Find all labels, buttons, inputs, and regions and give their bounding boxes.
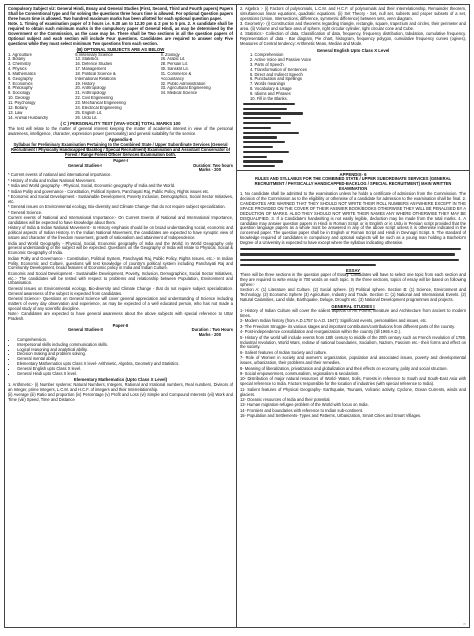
gs1-topic: 8- Meaning of liberalization, privatization and globalization and their effects on economy, polity and social structure. xyxy=(240,365,448,371)
english-item: 10. Fill in the Blanks. xyxy=(250,95,288,101)
paper2-title: Paper-II xyxy=(112,322,129,328)
english-item: 8. Vocabulary & Usage xyxy=(250,86,292,92)
paper2-name: General Studies-II xyxy=(68,327,103,333)
english-item: 4. Transformation of Sentences xyxy=(250,66,307,72)
gs1-item: * General Science. xyxy=(8,209,43,215)
optional-subject: 31. Commerce & xyxy=(160,71,192,76)
rules-text: 1. No candidate shall be admitted to the examination unless he holds a certificate of admission from the Commission. The decision of the Commission as to the eligibility or otherwise of a candidate for admission to the examination shall be final. 2. CANDIDATES ARE WARNED THAT THEY SHOULD NOT WRITE THEIR ROLL NUMBERS ANYWHERE EXCEPT IN THE SPACE PROVIDED ON THE COVER OF THEIR ANSWER BOOK/BOOKS OTHERWISE THEY WILL BE PENALISED BY A DEDUCTION OF MARKS. ALSO THEY SHOULD NOT WRITE THEIR NAMES ANY WHERE OTHERWISE THEY MAY BE DISQUALIFIED. 3. If a Candidate's handwriting is not easily legible, deduction may be made from the total marks. 4. A candidate may answer question papers in Hindi in Roman Script or in English or in Urdu in Persian script provided that the question language papers as a whole must be answered in any of the above script unless it is otherwise indicated in the concerned paper. The question paper shall be in English or Roman Script and Hindi in Devnagri Script. 5. The standard of knowledge required of candidates in compulsory and optional subjects will be such as a young man holding a Bachelor's Degree of a University is expected to have except where the syllabus indicating otherwise. xyxy=(240,191,466,245)
gs2-item: • Elementary Mathematics upto Class X level- Arithmetic, Algebra, Geometry and Statistics. xyxy=(17,362,233,367)
optional-subject: 20. Anthropology xyxy=(75,86,106,91)
essay-sections: Section A: (1) Literature and Culture. (2) Social sphere. (3) Political sphere. Section B: (1) Science, Environment and Technology. (2) Economic Sphere (3) Agriculture, Industry and Trade. Section C: (1) National and International Events. (2) Natural Calamities, Land slide, Earthquake, Deluge, Drought etc. (3) National Development programmes and projects. xyxy=(240,287,466,303)
gs2-item: • Decision making and problem solving. xyxy=(17,352,233,357)
optional-subject: 9. Zoology xyxy=(160,52,180,57)
elem-math-heading: Elementary Mathematics (Upto Class X Level) xyxy=(73,377,168,383)
gs1-topic: 14- Frontiers and boundaries with reference to Indian sub-continent. xyxy=(240,407,364,413)
optional-subject: 6. Geography xyxy=(8,76,33,81)
intro-paragraph: Compulsory Subject viz: General Hindi, Essay and General Studies (First, Second, Third and Fourth papers) Papers Shall be Conventional type and for solving the questions three hours time is allowed. For optional Question papers three hours time is allowed. Two hundred maximum marks has been allotted for each optional question paper. xyxy=(8,6,233,21)
optional-subject: 2. Botany xyxy=(8,57,26,62)
optional-subject: 34. Medical Science xyxy=(160,91,198,96)
gs1-topic: 2- Modern Indian history (from A.D.1757 to A.D. 1947): Significant events, personalities and issues, etc. xyxy=(240,318,428,324)
econ-text: Economic and Social Development - Sustainable Development, Poverty, Inclusion, Demographics, Social Sector Initiatives, etc.:- The candidates will be tested with respect to problems and relationship between Population, Environment and Urbanisation. xyxy=(8,270,233,286)
statistics-text: 4. Statistics:- Collection of data, Classification of data, frequency, frequency distribution, tabulation, cumulative frequency. Representation of data - Bar diagram, Pie chart, histogram, frequency polygon, cumulative frequency curves (ogives), Measures of Central tendency: Arithmetic Mean, Median and Mode. xyxy=(240,31,466,47)
optional-subject: 11. Psychology xyxy=(8,100,36,105)
optional-subject: 8. Philosophy xyxy=(8,86,33,91)
gs1-topic: 7- Role of Women in society and women's organization, population and associated issues, poverty and developmental issues, urbanization, their problems and their remedies. xyxy=(240,355,466,366)
gs1-item: * Indian Polity and governance - Constitution, Political System, Panchayati Raj, Public Policy, Rights issues etc. xyxy=(8,188,210,194)
current-events: Current events of National and International Importance:- On Current Events of National and International Importance, candidates will be expected to have knowledge about them. xyxy=(8,215,233,225)
optional-subject: 23. Mechanical Engineering xyxy=(75,100,126,105)
gs1-item: * India and World geography - Physical, Social, Economic geography of India and the World. xyxy=(8,183,176,189)
page-mark: ▭ xyxy=(463,622,466,626)
english-item: 7. Words meanings xyxy=(250,81,286,87)
divider-line xyxy=(237,170,469,171)
optional-subjects-grid xyxy=(8,53,233,121)
optional-subject: 1. Agriculture xyxy=(8,52,32,57)
env-text: General Issues on Environmental ecology, Bio-diversity and Climate Change - that do not require subject specialization. General awareness of the subject is expected from candidates. xyxy=(8,285,233,296)
english-item: 9. Idioms and Phrases xyxy=(250,90,291,96)
appendix6-right: APPENDIX- 6 xyxy=(339,171,367,177)
optional-subject: 26. Urdu Lit. xyxy=(75,115,98,120)
optional-subject: 10. Geology xyxy=(8,96,31,101)
gs2-item: • General English upto Class X level. xyxy=(17,367,233,372)
appendix6-title: Appendix-6 xyxy=(108,137,133,143)
optional-subject: 14. Animal Husbandry xyxy=(8,115,49,120)
optional-subject: 26. Arabic Lit. xyxy=(160,57,186,62)
arithmetic-text-2: (ii) Average (iii) Ratio and proportion (iv) Percentage (v) Profit and Loss (vi) Simple and Compound Interests (vii) Work and Time (viii) Speed, Time and Distance xyxy=(8,392,233,402)
english-item: 3. Parts of Speech xyxy=(250,61,284,67)
optional-subject: 33. Agricultural Engineering xyxy=(160,86,211,91)
optional-subject: 3. Chemistry xyxy=(8,62,31,67)
paper1-duration: Duration: Two hours xyxy=(193,162,233,168)
gs1-item: * Current events of national and international importance. xyxy=(8,172,112,178)
paper1-marks: Marks - 200 xyxy=(198,167,221,173)
arithmetic-text: 1. Arithmetic:- (i) Number systems: Natural Numbers, Integers, Rational and Irrational numbers, Real numbers, Divisors of an Integer, prime Integers, L.C.M. and H.C.F. of integers and their Interrelationship. xyxy=(8,381,233,392)
optional-subject: 12. Botany xyxy=(8,105,28,110)
gs1-list xyxy=(8,173,233,215)
science-text: General Science:- Questions on General Science will cover general appreciation and understanding of Science including matters of every day observation and experience, as may be expected of a well educated person, who has not made a special study of any scientific discipline. xyxy=(8,296,233,311)
rules-heading: RULES AND SYLLABUS FOR THE COMBINED STATE / UPPER SUBORDINATE SERVICES (GENERAL RECRUITMENT / PHYSICALLY HANDICAPPED-BACKLOG / SPECIAL RECRUITMENT) MAIN WRITTEN EXAMINATION xyxy=(254,176,452,191)
gs1-topic: 3- The Freedom Struggle- its various stages and important contributors/contributions from different parts of the country. xyxy=(240,323,456,329)
optional-subject: 24. Electrical Engineering xyxy=(75,105,122,110)
optional-subject: 17. Management xyxy=(75,67,106,72)
polity-text: Indian Polity and Governance - Constitution, Political System, Panchayati Raj, Public Policy, Rights Issues, etc.:- In Indian Polity, Economic and Culture, questions will test knowledge of country's political system including Panchayati Raj and Community Development, broad features of Economic policy in India and Indian Culture. xyxy=(8,255,233,271)
personality-heading: ( C ) PERSONALITY TEST (VIVA-VOCE) TOTAL MARKS 100 xyxy=(60,121,181,127)
english-list xyxy=(240,53,466,101)
optional-subject xyxy=(161,116,233,121)
gs1-topic: 13- Human migration-refugee problem of the World with focus on India. xyxy=(240,402,369,408)
paper2-marks: Marks - 200 xyxy=(198,332,221,338)
algebra-text: 2. Algebra :- (i) Factors of polynomials, L.C.M. and H.C.F. of polynomials and their interrelationship, Remainder theorem, simultaneous linear equations, quadratic equations. (ii) Set Theory - Set, null set, subsets and proper subsets of a set, operations (Union, Intersections, difference, symmetric difference) between sets, venn diagram. xyxy=(240,6,466,21)
essay-heading: ESSAY xyxy=(345,267,361,273)
appendix6-heading: Syllabus for Preliminary Examination Pertaining to the Combined State / Upper Subordinate Services (General Recruitment / Physically Handicapped Backlog / Special Recruitment) Examination and Assistant Conservator of Forest / Range Forest Officer Services Examination both. xyxy=(11,141,230,157)
gs2-item: • Interpersonal skills including communication skills. xyxy=(17,343,233,348)
hindi-syllabus-block xyxy=(240,102,466,169)
gs1-item: * General issues on Environmental ecology, Bio-diversity and Climate Change- that do not require subject specialization. xyxy=(8,204,226,210)
left-column xyxy=(5,5,237,627)
gs1-right-list xyxy=(240,309,466,419)
optional-subject: 7. Economics xyxy=(8,81,33,86)
history-text: History of India & Indian National Movement:- In History emphasis should be on broad understanding social, economic and political aspects of Indian History. In the Indian National Movement, the candidates are expected to have synoptic view of nature and character of the freedom movement, growth of nationalism and attainment of Independence. xyxy=(8,225,233,241)
paper2-duration: Duration : Two Hours xyxy=(191,327,233,333)
gs1-topic: 15- Population and Settlements- Types and Patterns, Urbanization, Smart Cities and Smart Villages. xyxy=(240,413,422,419)
geometry-text: 3. Geometry:- (i) Construction and theorems regarding triangle, rectangle, square, trapezium and circles, their perimeter and area. (ii) Volume and surface area of sphere, right circular cylinder, right circular cone and Cube. xyxy=(240,21,466,31)
gs1-topic: 10- Distribution of major natural resources of World- Water, Soils, Forests in reference to South and South-East Asia with special reference to India. Factors responsible for the location of industries (with special reference to India). xyxy=(240,376,466,387)
paper1-title: Paper-I xyxy=(113,157,128,163)
gs2-item: • Logical reasoning and analytical ability. xyxy=(17,348,233,353)
gs2-item: • General Hindi upto Class X level. xyxy=(17,372,233,377)
optional-subject: 13. Law xyxy=(8,110,23,115)
english-item: 2. Active Voice and Passive Voice xyxy=(250,56,312,62)
optional-subject: 16. Defence Studies xyxy=(75,62,113,67)
gs1-topic: 9- Social empowerment, communalism, regionalism & secularism. xyxy=(240,371,360,377)
gs1-item: * Economic and Social Development - Sustainable Development, Poverty Inclusion, Demographics, Social Sector Initiatives, etc. xyxy=(8,193,233,204)
gs1-topic: 11- Salient features of Physical Geography- Earthquake, Tsunami, Volcanic activity, Cyclone, Ocean Currents, winds and glaciers. xyxy=(240,386,466,397)
optional-subject: 5.Veterinary Science xyxy=(75,52,113,57)
optional-subject: 32. Public Administration xyxy=(160,81,206,86)
optional-subject: 28. Persian Lit. xyxy=(160,62,188,67)
optional-subject: 13. Statistics xyxy=(75,57,99,62)
gs2-item: • General mental ability. xyxy=(17,357,233,362)
gs1-topic: 6- Salient features of Indian Society and culture. xyxy=(240,349,328,355)
world-geo-text: India and World Geography - Physical, Social, Economic geography of India and the World: In World Geography only general understanding of the subject will be expected. Questions on the Geography of India will relate to Physical, Social & Economic Geography of India. xyxy=(8,240,233,256)
gs1-topic: 4- Post-independence consolidation and reorganization within the country (till 1965 A.D.). xyxy=(240,329,402,335)
optional-subject: 4. Physics xyxy=(8,67,27,72)
gs1-item: * History of India and Indian National Movement. xyxy=(8,177,96,183)
optional-subject: Accountancy xyxy=(160,76,184,81)
essay-text: There will be three sections in the question paper of Essay. Candidates will have to select one topic from each section and they are required to write essay in 700 words on each topic. In the three sections, topics of essay will be based on following sphere:- xyxy=(240,272,466,287)
optional-heading: (B) OPTIONAL SUBJECTS ARE AS BELOW xyxy=(76,46,165,52)
english-item: 6. Punctuation and Spellings xyxy=(250,76,302,82)
gs1-topic: 1- History of Indian Culture will cover the salient aspects of Art Forms, literature and Architecture from ancient to modern times. xyxy=(240,308,466,318)
gen-english-heading: General English Upto Class X Level xyxy=(316,47,390,53)
note-text: Note:- Candidates are expected to have general awareness about the above subjects with special reference to Uttar Pradesh. xyxy=(8,311,233,322)
gs2-list xyxy=(8,338,233,377)
paper1-name: General Studies-I xyxy=(68,162,102,168)
gs2-item: • Comprehension. xyxy=(17,338,233,343)
optional-subject: 30. Sanskrit Lit. xyxy=(160,67,189,72)
right-column xyxy=(237,5,469,627)
english-item: 5. Direct and Indirect Speech xyxy=(250,71,303,77)
document-page xyxy=(4,4,470,628)
gs1-topic: 5- History of the world will include events from 18th century to middle of the 20th century such as French revolution of 1789, Industrial revolution, World Wars, redraw of national boundaries, Socialism, Nazism, Fascism etc.- their forms and effect on the society. xyxy=(240,334,466,350)
optional-subject: International Relations xyxy=(75,76,116,81)
gs1-heading: GENERAL STUDIES I xyxy=(331,303,375,309)
optional-subject: 5. Mathematics xyxy=(8,71,36,76)
optional-subject: 9. Sociology xyxy=(8,91,31,96)
optional-subject: 19. History xyxy=(75,81,95,86)
english-item: 1. Comprehension xyxy=(250,52,284,58)
hindi-note-block xyxy=(240,246,466,267)
optional-subject: 22. Civil Engineering xyxy=(75,96,113,101)
note-1: Note. 1. Timing of examination paper of 3 hours i.e. 9.30 am to 12.30 pm & 2 pm to 5 pm. 2. A candidate shall be required to obtain such minimum marks in the compulsory paper of General Hindi, as may be determined by the Government or the Commission, as the case may be. There shall be Two sections in all the question papers of Optional subject and each section will include Four questions. Candidates are required to answer only Five questions while they must select minimum Two questions from each section. xyxy=(8,21,233,46)
personality-text: The test will relate to the matter of general interest keeping the matter of academic interest in view of the personal awareness, intelligence, character, expression power (personality) and general suitability for the service. xyxy=(8,125,233,136)
optional-subject: 21. Anthropology xyxy=(75,91,106,96)
gs1-topic: 12- Oceanic resources of India and their potential. xyxy=(240,397,331,403)
optional-subject: 18. Political Science & xyxy=(75,71,116,76)
optional-subject: 25. English Lit. xyxy=(75,110,103,115)
